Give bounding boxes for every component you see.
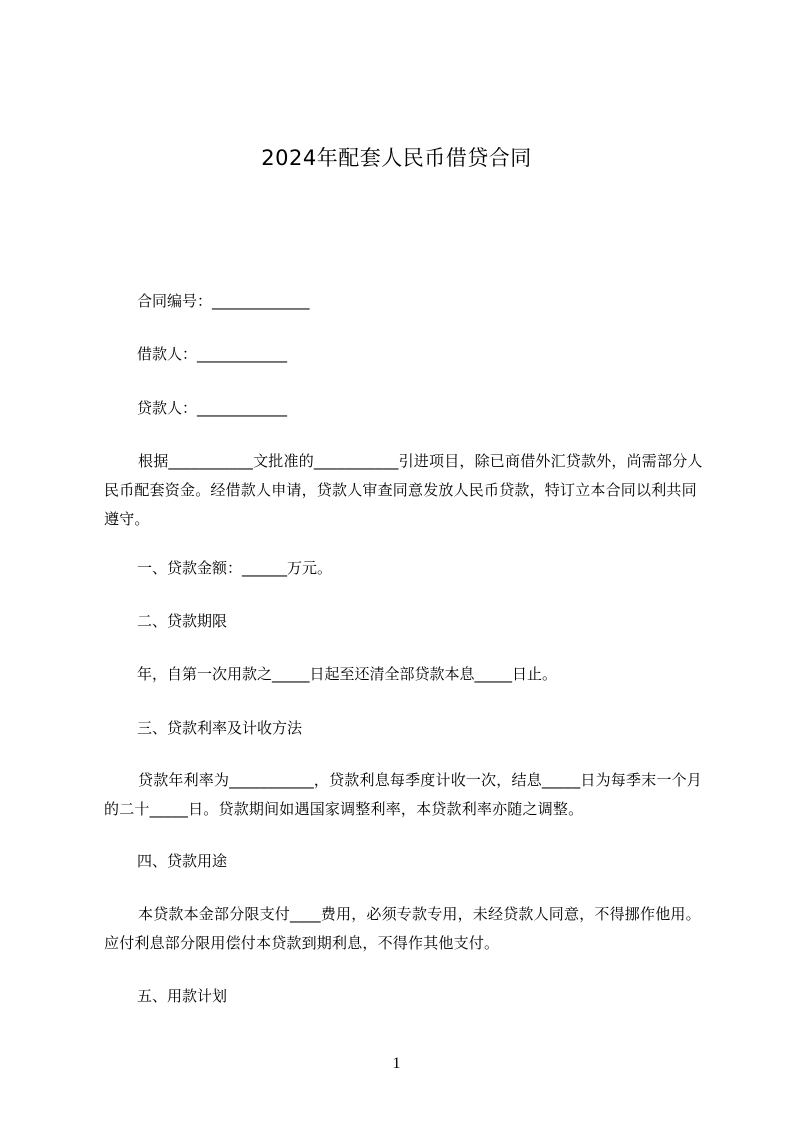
section-1-heading: 一、贷款金额：______万元。	[137, 559, 333, 577]
section-5-heading: 五、用款计划	[137, 987, 228, 1005]
section-2-heading: 二、贷款期限	[137, 612, 228, 630]
section-3-body: 贷款年利率为___________，贷款利息每季度计收一次，结息_____日为每季末一个月的二十_____日。贷款期间如遇国家调整利率，本贷款利率亦随之调整。	[104, 771, 703, 818]
section-4-heading: 四、贷款用途	[137, 852, 228, 870]
lender-field: 贷款人：____________	[137, 399, 288, 417]
intro-paragraph: 根据___________文批准的___________引进项目，除已商借外汇贷款外，尚需部分人民币配套资金。经借款人申请，贷款人审查同意发放人民币贷款，特订立本合同以利共同遵守。	[104, 452, 703, 528]
section-2-body: 年，自第一次用款之_____日起至还清全部贷款本息_____日止。	[137, 665, 558, 683]
contract-number-field: 合同编号：_____________	[137, 292, 310, 310]
section-4-body: 本贷款本金部分限支付____费用，必须专款专用，未经贷款人同意，不得挪作他用。应付利息部分限用偿付本贷款到期利息，不得作其他支付。	[104, 905, 701, 952]
borrower-field: 借款人：____________	[137, 345, 288, 363]
section-3-heading: 三、贷款利率及计收方法	[137, 719, 303, 737]
document-title: 2024年配套人民币借贷合同	[261, 146, 532, 170]
page-number: 1	[392, 1055, 401, 1072]
